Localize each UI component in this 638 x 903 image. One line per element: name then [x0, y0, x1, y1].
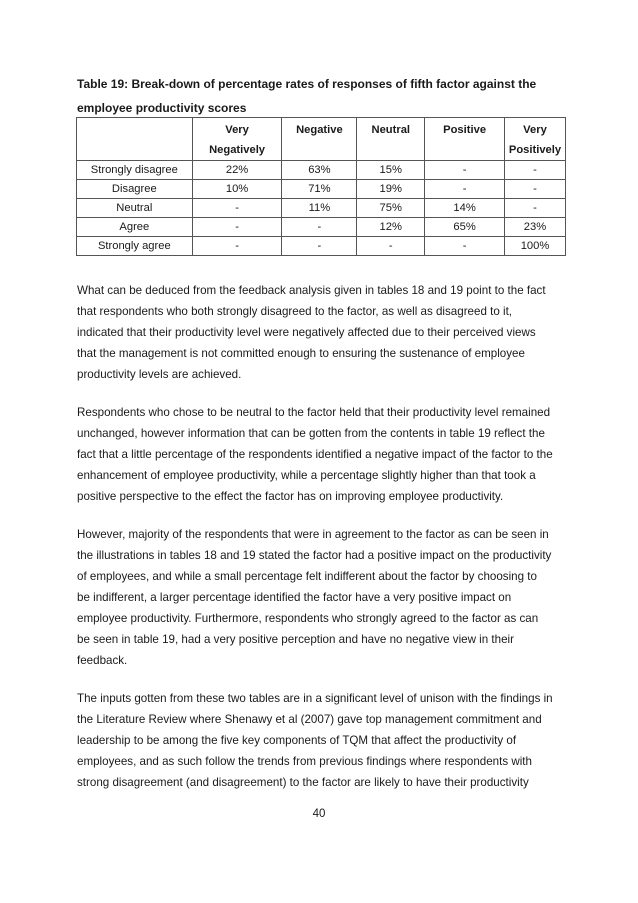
table-cell: -	[425, 161, 505, 180]
text-line: employee productivity. Furthermore, respondents who strongly agreed to the factor as can	[77, 612, 539, 625]
text-line: that the management is not committed enough to ensuring the sustenance of employee	[77, 347, 525, 360]
table-row	[77, 237, 566, 256]
row-label: Strongly agree	[77, 237, 193, 256]
table-cell: 23%	[505, 218, 566, 237]
table-cell: 10%	[192, 180, 282, 199]
header-label: Negatively	[209, 144, 266, 156]
header-label: Neutral	[371, 124, 411, 136]
row-label: Strongly disagree	[77, 161, 193, 180]
table-cell: -	[505, 180, 566, 199]
table-cell: -	[192, 237, 282, 256]
table-cell: -	[282, 218, 357, 237]
table-cell: -	[505, 161, 566, 180]
header-label: Positive	[443, 124, 487, 136]
paragraph	[77, 688, 567, 793]
response-table	[76, 117, 566, 256]
table-cell: 12%	[357, 218, 425, 237]
header-very-positively	[505, 118, 566, 161]
table-row	[77, 180, 566, 199]
table-cell: 22%	[192, 161, 282, 180]
row-label: Disagree	[77, 180, 193, 199]
paragraph	[77, 402, 567, 507]
text-line: the Literature Review where Shenawy et al (2007) gave top management commitment and	[77, 713, 542, 726]
text-line: productivity levels are achieved.	[77, 368, 242, 381]
table-cell: 65%	[425, 218, 505, 237]
table-cell: -	[192, 199, 282, 218]
header-neutral	[357, 118, 425, 161]
row-label: Neutral	[77, 199, 193, 218]
text-line: leadership to be among the five key components of TQM that affect the productivity of	[77, 734, 517, 747]
table-cell: 100%	[505, 237, 566, 256]
table-cell: -	[425, 180, 505, 199]
table-cell: -	[192, 218, 282, 237]
table-cell: 15%	[357, 161, 425, 180]
header-negative	[282, 118, 357, 161]
text-line: strong disagreement (and disagreement) to the factor are likely to have their productivity	[77, 776, 529, 789]
table-caption	[77, 72, 577, 120]
table-cell: 19%	[357, 180, 425, 199]
text-line: the illustrations in tables 18 and 19 stated the factor had a positive impact on the productivity	[77, 549, 552, 562]
table-row	[77, 199, 566, 218]
row-label: Agree	[77, 218, 193, 237]
text-line: be indifferent, a larger percentage identified the factor have a very positive impact on	[77, 591, 512, 604]
text-line: enhancement of employee productivity, while a percentage slightly higher than that took a	[77, 469, 536, 482]
header-label: Very	[523, 124, 547, 136]
header-very-negatively	[192, 118, 282, 161]
table-cell: 71%	[282, 180, 357, 199]
text-line: employees, and as such follow the trends from previous findings where respondents with	[77, 755, 532, 768]
table-row	[77, 161, 566, 180]
header-positive	[425, 118, 505, 161]
text-line: What can be deduced from the feedback analysis given in tables 18 and 19 point to the fact	[77, 284, 546, 297]
table-cell: -	[282, 237, 357, 256]
text-line: of employees, and while a small percentage felt indifferent about the factor by choosing to	[77, 570, 537, 583]
table-cell: 14%	[425, 199, 505, 218]
table-cell: -	[505, 199, 566, 218]
header-cell-blank	[77, 118, 193, 161]
text-line: feedback.	[77, 654, 128, 667]
header-label: Negative	[296, 124, 343, 136]
text-line: positive perspective to the effect the factor has on improving employee productivity.	[77, 490, 504, 503]
text-line: The inputs gotten from these two tables are in a significant level of unison with the findings in	[77, 692, 553, 705]
text-line: unchanged, however information that can be gotten from the contents in table 19 reflect the	[77, 427, 545, 440]
text-line: be seen in table 19, had a very positive perception and have no negative view in their	[77, 633, 514, 646]
text-line: that respondents who both strongly disagreed to the factor, as well as disagreed to it,	[77, 305, 513, 318]
table-cell: 11%	[282, 199, 357, 218]
table-cell: -	[357, 237, 425, 256]
text-line: fact that a little percentage of the respondents identified a negative impact of the factor to the	[77, 448, 553, 461]
table-cell: 75%	[357, 199, 425, 218]
caption-line-1: Table 19: Break-down of percentage rates of responses of fifth factor against the	[77, 77, 537, 91]
text-line: indicated that their productivity level were negatively affected due to their perceived views	[77, 326, 536, 339]
table-cell: 63%	[282, 161, 357, 180]
text-line: Respondents who chose to be neutral to the factor held that their productivity level remained	[77, 406, 551, 419]
paragraph	[77, 524, 567, 671]
header-label: Very	[225, 124, 249, 136]
table-cell: -	[425, 237, 505, 256]
paragraph	[77, 280, 567, 385]
caption-line-2: employee productivity scores	[77, 101, 247, 115]
text-line: However, majority of the respondents that were in agreement to the factor as can be seen in	[77, 528, 549, 541]
header-label: Positively	[508, 144, 562, 156]
page-number: 40	[312, 808, 326, 820]
table-header-row	[77, 118, 566, 161]
table-row	[77, 218, 566, 237]
